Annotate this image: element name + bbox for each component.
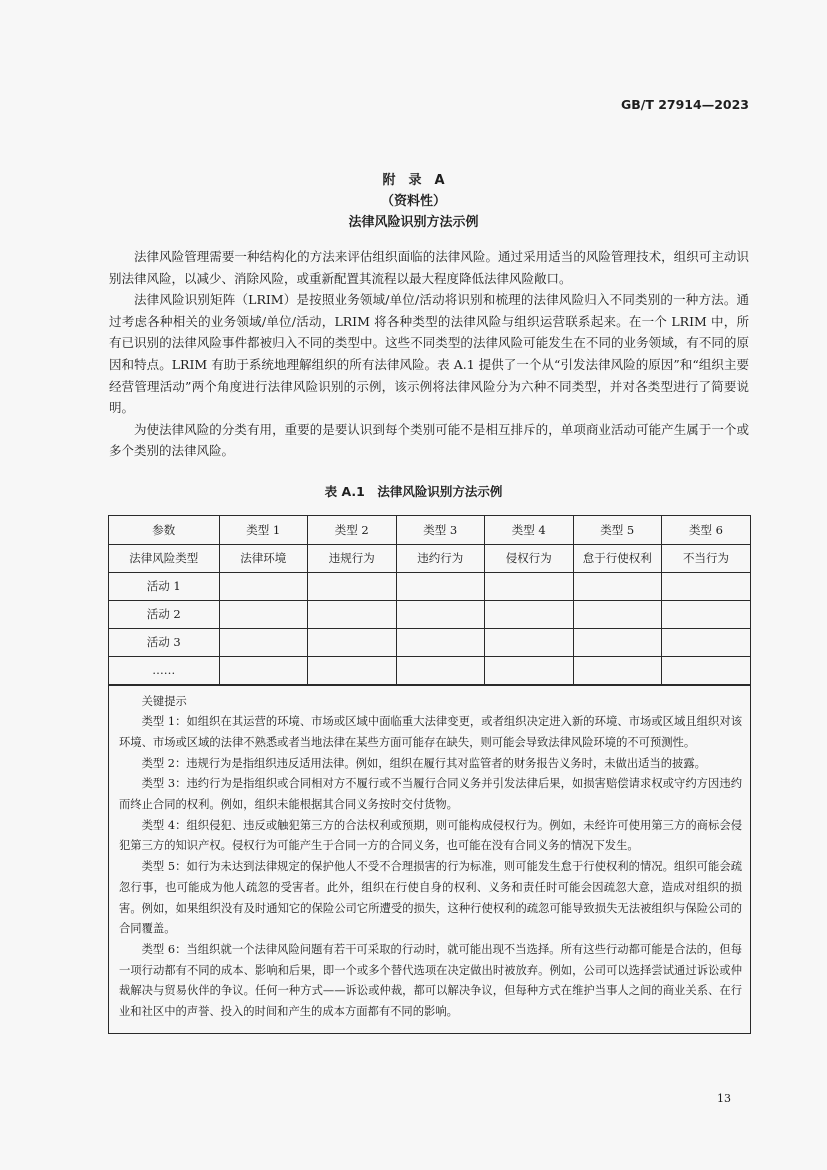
empty-cell — [485, 572, 574, 600]
empty-cell — [662, 628, 751, 656]
annex-subtitle: 法律风险识别方法示例 — [348, 215, 479, 230]
activity-label: 活动 2 — [109, 600, 219, 628]
empty-cell — [219, 572, 308, 600]
table-row — [109, 600, 750, 628]
table-cell: 违规行为 — [308, 544, 397, 572]
paragraph: 为使法律风险的分类有用，重要的是要认识到每个类别可能不是相互排斥的，单项商业活动可能产生属于一个或多个类别的法律风险。 — [109, 421, 749, 459]
header-cell: 类型 3 — [396, 516, 485, 544]
notes-heading: 关键提示 — [141, 694, 187, 708]
empty-cell — [219, 600, 308, 628]
empty-cell — [485, 600, 574, 628]
activity-label: …… — [109, 656, 219, 684]
table-caption: 表 A.1 法律风险识别方法示例 — [324, 484, 503, 499]
empty-cell — [308, 572, 397, 600]
empty-cell — [308, 656, 397, 684]
header-cell: 参数 — [109, 516, 219, 544]
empty-cell — [662, 600, 751, 628]
empty-cell — [573, 600, 662, 628]
body-text — [109, 246, 749, 462]
empty-cell — [485, 656, 574, 684]
header-cell: 类型 5 — [573, 516, 662, 544]
empty-cell — [396, 656, 485, 684]
table-cell: 不当行为 — [662, 544, 751, 572]
note-item: 类型 2：违规行为是指组织违反适用法律。例如，组织在履行其对监管者的财务报告义务时，未做出适当的披露。 — [141, 756, 706, 770]
empty-cell — [396, 600, 485, 628]
empty-cell — [485, 628, 574, 656]
standard-number: GB/T 27914—2023 — [620, 97, 749, 112]
table-cell: 违约行为 — [396, 544, 485, 572]
paragraph: 法律风险管理需要一种结构化的方法来评估组织面临的法律风险。通过采用适当的风险管理技术，组织可主动识别法律风险，以减少、消除风险，或重新配置其流程以最大程度降低法律风险敞口。 — [109, 249, 749, 286]
empty-cell — [308, 628, 397, 656]
table-row — [109, 628, 750, 656]
header-cell: 类型 1 — [219, 516, 308, 544]
table-row — [109, 656, 750, 684]
note-item: 类型 6：当组织就一个法律风险问题有若干可采取的行动时，就可能出现不当选择。所有这些行动都可能是合法的，但每一项行动都有不同的成本、影响和后果，即一个或多个替代选项在决定做出时被放弃。例如，公司可以选择尝试通过诉讼或仲裁解决与贸易伙伴的争议。任何一种方式——诉讼或仲裁，都可以解决争议，但每种方式在维护当事人之间的商业关系、在行业和社区中的声誉、投入的时间和产生的成本方面都有不同的影响。 — [119, 942, 742, 1019]
empty-cell — [573, 656, 662, 684]
header-cell: 类型 2 — [308, 516, 397, 544]
page-number: 13 — [717, 1092, 731, 1105]
activity-label: 活动 3 — [109, 628, 219, 656]
table-cell: 法律环境 — [219, 544, 308, 572]
annex-title: 附 录 A — [382, 173, 445, 188]
note-item: 类型 1：如组织在其运营的环境、市场或区域中面临重大法律变更，或者组织决定进入新的环境、市场或区域且组织对该环境、市场或区域的法律不熟悉或者当地法律在某些方面可能存在缺失，则可能会导致法律风险环境的不可预测性。 — [119, 715, 742, 749]
note-item: 类型 4：组织侵犯、违反或触犯第三方的合法权利或预期，则可能构成侵权行为。例如，未经许可使用第三方的商标会侵犯第三方的知识产权。侵权行为可能产生于合同一方的合同义务，也可能在没有合同义务的情况下发生。 — [119, 818, 742, 853]
empty-cell — [662, 656, 751, 684]
empty-cell — [219, 628, 308, 656]
key-notes — [109, 685, 750, 1033]
header-cell: 类型 4 — [485, 516, 574, 544]
empty-cell — [396, 572, 485, 600]
empty-cell — [219, 656, 308, 684]
table-cell: 怠于行使权利 — [573, 544, 662, 572]
table-cell: 侵权行为 — [485, 544, 574, 572]
table-cell: 法律风险类型 — [109, 544, 219, 572]
empty-cell — [396, 628, 485, 656]
annex-heading — [0, 170, 827, 233]
note-item: 类型 5：如行为未达到法律规定的保护他人不受不合理损害的行为标准，则可能发生怠于行使权利的情况。组织可能会疏忽行事，也可能成为他人疏忽的受害者。此外，组织在行使自身的权利、义务和责任时可能会因疏忽大意，造成对组织的损害。例如，如果组织没有及时通知它的保险公司它所遭受的损失，这种行使权利的疏忽可能导致损失无法被组织与保险公司的合同覆盖。 — [119, 860, 742, 936]
empty-cell — [308, 600, 397, 628]
activity-label: 活动 1 — [109, 572, 219, 600]
table-header-row — [109, 516, 750, 544]
empty-cell — [573, 628, 662, 656]
risk-matrix — [109, 516, 750, 685]
empty-cell — [573, 572, 662, 600]
table-row — [109, 544, 750, 572]
paragraph: 法律风险识别矩阵（LRIM）是按照业务领域/单位/活动将识别和梳理的法律风险归入不同类别的一种方法。通过考虑各种相关的业务领域/单位/活动，LRIM 将各种类型的法律风险与组织运营联系起来。在一个 LRIM 中，所有已识别的法律风险事件都被归入不同的类型中。这些不同类型的法律风险可能发生在不同的业务领域，有不同的原因和特点。LRIM 有助于系统地理解组织的所有法律风险。表 A.1 提供了一个从“引发法律风险的原因”和“组织主要经营管理活动”两个角度进行法律风险识别的示例，该示例将法律风险分为六种不同类型，并对各类型进行了简要说明。 — [109, 292, 749, 416]
table-row — [109, 572, 750, 600]
annex-nature: （资料性） — [380, 194, 446, 209]
empty-cell — [662, 572, 751, 600]
risk-identification-table — [108, 515, 751, 1034]
header-cell: 类型 6 — [662, 516, 751, 544]
note-item: 类型 3：违约行为是指组织或合同相对方不履行或不当履行合同义务并引发法律后果，如损害赔偿请求权或守约方因违约而终止合同的权利。例如，组织未能根据其合同义务按时交付货物。 — [119, 777, 742, 812]
